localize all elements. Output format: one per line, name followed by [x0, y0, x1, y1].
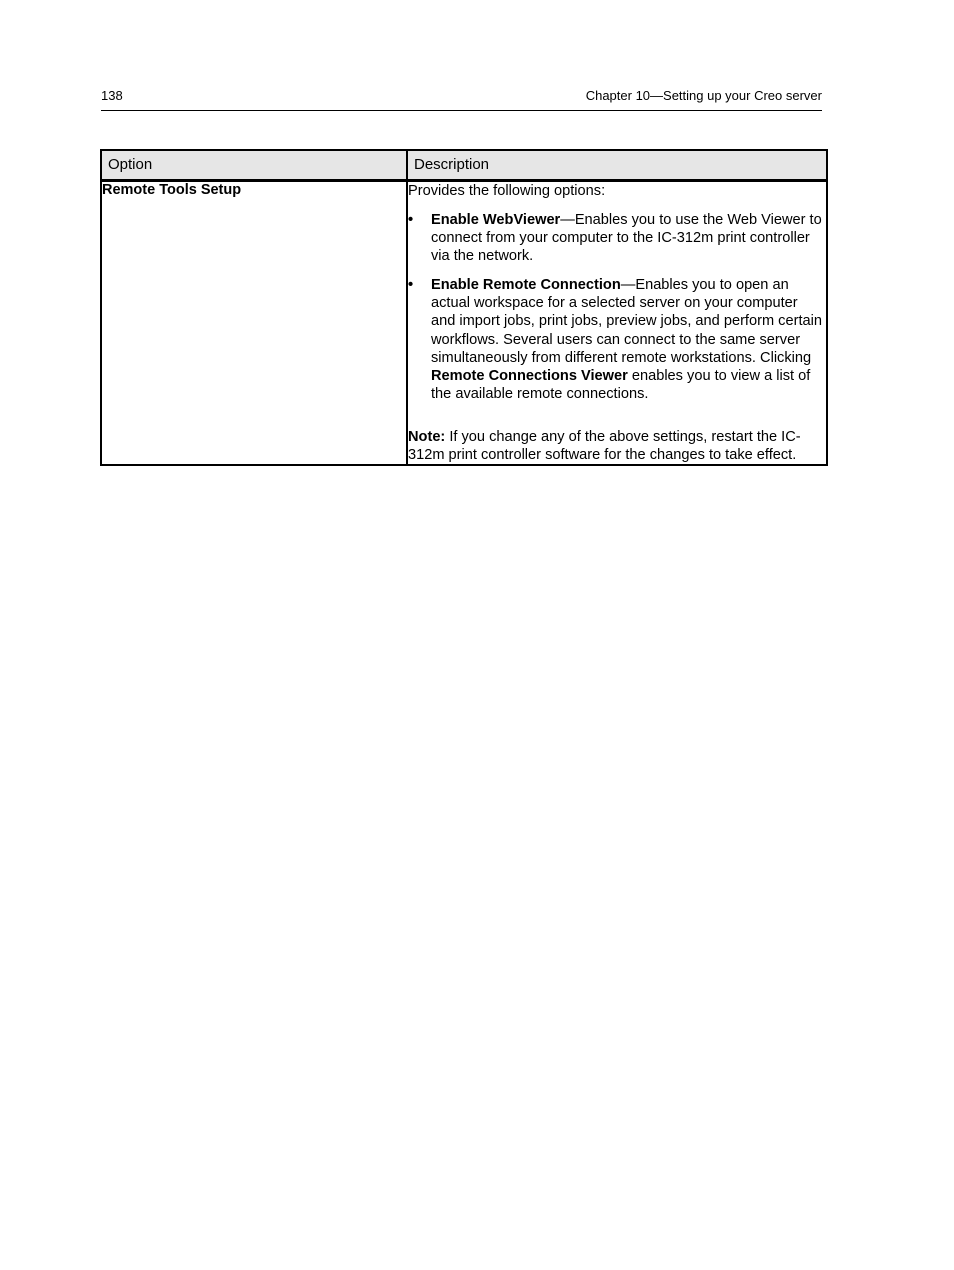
list-item-enable-remote-connection — [408, 276, 826, 404]
bullet-icon: • — [408, 211, 414, 228]
description-intro: Provides the following options: — [408, 182, 606, 199]
note-text: If you change any of the above settings, restart the IC-312m print controller software for the changes to take effect. — [408, 428, 801, 464]
option-name-cell: Remote Tools Setup — [101, 180, 407, 465]
page-header — [101, 88, 822, 111]
option-list — [408, 211, 826, 404]
bullet-icon: • — [408, 276, 414, 293]
term-enable-webviewer: Enable WebViewer — [431, 211, 561, 228]
term-enable-remote-connection: Enable Remote Connection — [431, 276, 621, 293]
column-header-description: Description — [407, 150, 827, 180]
running-head: Chapter 10—Setting up your Creo server — [585, 88, 822, 103]
note — [408, 428, 826, 465]
options-table — [100, 149, 828, 466]
desc-enable-webviewer: —Enables you to use the Web Viewer to connect from your computer to the IC-312m print controller via the network. — [431, 211, 822, 265]
note-label: Note: — [408, 428, 446, 445]
desc-remote-connections-viewer: enables you to view a list of the available remote connections. — [431, 368, 811, 403]
description-cell — [407, 180, 827, 465]
column-header-option: Option — [101, 150, 407, 180]
list-item-enable-webviewer — [408, 211, 826, 266]
table-header-row — [101, 150, 827, 180]
term-remote-connections-viewer: Remote Connections Viewer — [431, 368, 628, 385]
desc-enable-remote-connection: —Enables you to open an actual workspace for a selected server on your computer and import jobs, print jobs, preview jobs, and perform certain workflows. Several users can connect to the same server simultaneously from different remote workstations. Clicking — [431, 276, 822, 366]
table-row — [101, 180, 827, 465]
page-number: 138 — [101, 88, 123, 103]
